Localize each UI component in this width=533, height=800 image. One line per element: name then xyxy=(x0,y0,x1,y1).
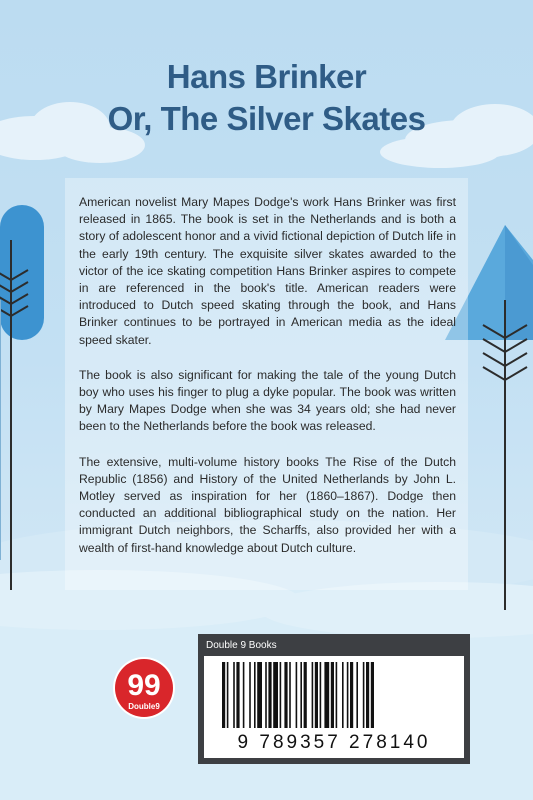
barcode-bar xyxy=(249,662,251,728)
blurb-paragraph: The extensive, multi-volume history books The Rise of the Dutch Republic (1856) and History of the United Netherlands by John L. Motley served as inspiration for her (1860–1867). Dodge then conducted an additional bibliographical study on the nation. Her immigrant Dutch neighbors, the Scharffs, also provided her with a wealth of first-hand knowledge about Dutch culture. xyxy=(79,454,456,555)
barcode-bar xyxy=(350,662,353,728)
barcode-bar xyxy=(300,662,302,728)
barcode-bar xyxy=(320,662,322,728)
publisher-name: Double 9 Books xyxy=(206,640,277,651)
barcode-bar xyxy=(342,662,344,728)
blurb-panel xyxy=(65,178,468,590)
barcode-bar xyxy=(315,662,318,728)
barcode-bar xyxy=(257,662,262,728)
barcode-bar xyxy=(243,662,245,728)
logo-number: 99 xyxy=(127,669,161,702)
barcode-bar xyxy=(265,662,267,728)
blurb-paragraph: American novelist Mary Mapes Dodge's work Hans Brinker was first released in 1865. The book is set in the Netherlands and is both a story of adolescent honor and a vivid fictional depiction of Dutch life in the early 19th century. The exquisite silver skates awarded to the victor of the ice skating competition Hans Brinker aspires to compete in are referenced in the book's title. American readers were introduced to Dutch speed skating through the book, and Hans Brinker continues to be portrayed in American media as the ideal speed skater. xyxy=(79,195,456,347)
blurb-paragraph: The book is also significant for making the tale of the young Dutch boy who uses his finger to plug a dyke popular. The book was written by Mary Mapes Dodge when she was 34 years old; she had never been to the Netherlands before the book was released. xyxy=(79,367,456,434)
barcode-bar xyxy=(363,662,365,728)
book-title: Hans Brinker xyxy=(166,58,367,95)
barcode-card xyxy=(204,656,464,758)
double9-logo-icon xyxy=(112,656,176,720)
barcode-bar xyxy=(273,662,278,728)
barcode-bar xyxy=(324,662,329,728)
logo-text: Double9 xyxy=(128,702,160,711)
barcode-bar xyxy=(233,662,235,728)
barcode-bar xyxy=(347,662,349,728)
barcode-panel xyxy=(198,634,470,764)
publisher-logo xyxy=(112,656,176,720)
barcode-bar xyxy=(268,662,271,728)
barcode-bar xyxy=(356,662,358,728)
barcode-bar xyxy=(284,662,287,728)
barcode-bar xyxy=(280,662,282,728)
barcode-bar xyxy=(227,662,229,728)
book-subtitle: Or, The Silver Skates xyxy=(107,100,426,137)
barcode-bar xyxy=(371,662,374,728)
barcode-bar xyxy=(304,662,307,728)
barcode-bar xyxy=(222,662,225,728)
barcode-bar xyxy=(296,662,298,728)
barcode-bar xyxy=(366,662,369,728)
barcode-bar xyxy=(336,662,338,728)
isbn-barcode xyxy=(218,662,450,732)
barcode-bar xyxy=(254,662,256,728)
barcode-bar xyxy=(312,662,314,728)
barcode-bar xyxy=(331,662,334,728)
barcode-bar xyxy=(236,662,239,728)
isbn-number: 9 789357 278140 xyxy=(237,732,431,753)
barcode-bar xyxy=(289,662,291,728)
left-tree xyxy=(0,205,44,590)
